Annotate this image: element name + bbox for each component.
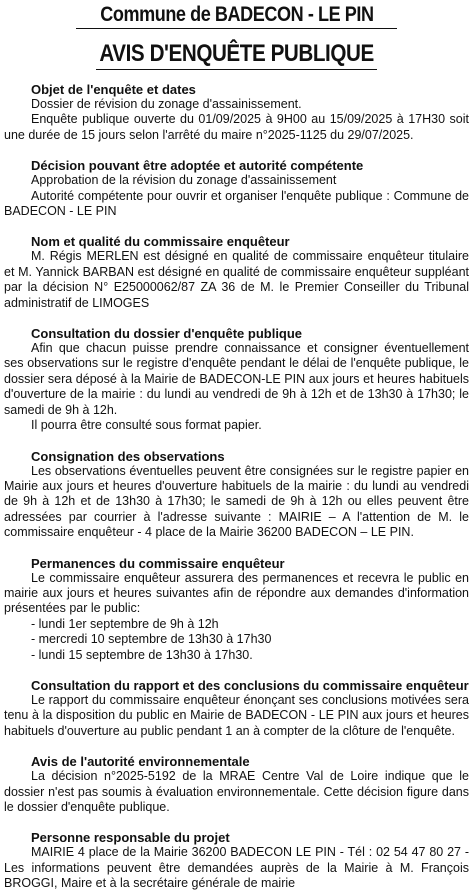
section-title: Décision pouvant être adoptée et autorité compétente: [31, 158, 364, 174]
section-paragraph: Le rapport du commissaire enquêteur énonçant ses conclusions motivées sera tenu à la disposition du public en Mairie de BADECON - LE PIN aux jours et heures habituels d'ouverture au public pendant 1 an à compter de la clôture de l'enquête.: [4, 692, 469, 738]
section-title: Avis de l'autorité environnementale: [31, 754, 250, 770]
title-underline: [96, 69, 377, 70]
section-decision: [4, 158, 469, 219]
section-rapport: [4, 678, 469, 739]
section-paragraph: M. Régis MERLEN est désigné en qualité de commissaire enquêteur titulaire et M. Yannick BARBAN est désigné en qualité de commissaire enquêteur suppléant par la décision N° E25000062/87 ZA 36 de M. le Premier Conseiller du Tribunal administratif de LIMOGES: [4, 249, 469, 310]
section-paragraph: Les observations éventuelles peuvent être consignées sur le registre papier en Mairie aux jours et heures d'ouverture habituels de la mairie : du lundi au vendredi de 9h à 12h et de 13h30 à 17h30; le samedi de 9h à 12h ou elles peuvent être adressées par courrier à l'adresse suivante : MAIRIE – A l'attention de M. le commissaire enquêteur - 4 place de la Mairie 36200 BADECON – LE PIN.: [4, 463, 469, 540]
section-paragraph: Il pourra être consulté sous format papier.: [31, 418, 262, 433]
section-permanences: [4, 556, 469, 663]
section-title: Consultation du rapport et des conclusions du commissaire enquêteur: [31, 677, 469, 693]
section-consignation: [4, 449, 469, 541]
section-paragraph: La décision n°2025-5192 de la MRAE Centre Val de Loire indique que le dossier n'est pas soumis à évaluation environnementale. Cette décision figure dans le dossier d'enquête publique.: [4, 769, 469, 814]
section-paragraph: Autorité compétente pour ouvrir et organiser l'enquête publique : Commune de BADECON - LE PIN: [4, 188, 469, 219]
list-item: - lundi 15 septembre de 13h30 à 17h30.: [31, 647, 253, 662]
list-item: - mercredi 10 septembre de 13h30 à 17h30: [31, 632, 272, 647]
section-consultation-dossier: [4, 326, 469, 433]
section-paragraph: Dossier de révision du zonage d'assainissement.: [31, 97, 302, 111]
section-title: Objet de l'enquête et dates: [31, 82, 196, 97]
section-paragraph: Enquête publique ouverte du 01/09/2025 à 9H00 au 15/09/2025 à 17H30 soit une durée de 15 jours selon l'arrêté du maire n°2025-1125 du 29/07/2025.: [4, 112, 469, 142]
section-avis-autorite: [4, 754, 469, 815]
section-paragraph: Afin que chacun puisse prendre connaissance et consigner éventuellement ses observations sur le registre d'enquête pendant le délai de l'enquête publique, le dossier sera déposé à la Mairie de BADECON-LE PIN aux jours et heures habituels d'ouverture de la mairie : du lundi au vendredi de 9h à 12h et de 13h30 à 17h30; le samedi de 9h à 12h.: [4, 341, 469, 417]
section-paragraph: MAIRIE 4 place de la Mairie 36200 BADECON LE PIN - Tél : 02 54 47 80 27 - Les informations peuvent être demandées auprès de la Mairie à M. François BROGGI, Maire et à la secrétaire générale de mairie: [4, 845, 469, 891]
section-paragraph: Approbation de la révision du zonage d'assainissement: [31, 173, 337, 188]
section-title: Consignation des observations: [31, 448, 225, 464]
section-title: Nom et qualité du commissaire enquêteur: [31, 234, 290, 250]
notice-header: [4, 0, 469, 70]
section-responsable: [4, 830, 469, 891]
section-objet: [4, 82, 469, 143]
list-item: - lundi 1er septembre de 9h à 12h: [31, 616, 219, 631]
section-commissaire: [4, 234, 469, 311]
section-title: Consultation du dossier d'enquête publique: [31, 326, 303, 342]
section-title: Permanences du commissaire enquêteur: [31, 555, 285, 571]
commune-title: Commune de BADECON - LE PIN: [99, 3, 374, 26]
notice-title: AVIS D'ENQUÊTE PUBLIQUE: [99, 40, 374, 67]
section-title: Personne responsable du projet: [31, 830, 230, 846]
section-paragraph: Le commissaire enquêteur assurera des permanences et recevra le public en mairie aux jours et heures suivantes afin de répondre aux demandes d'information présentées par le public:: [4, 570, 469, 616]
